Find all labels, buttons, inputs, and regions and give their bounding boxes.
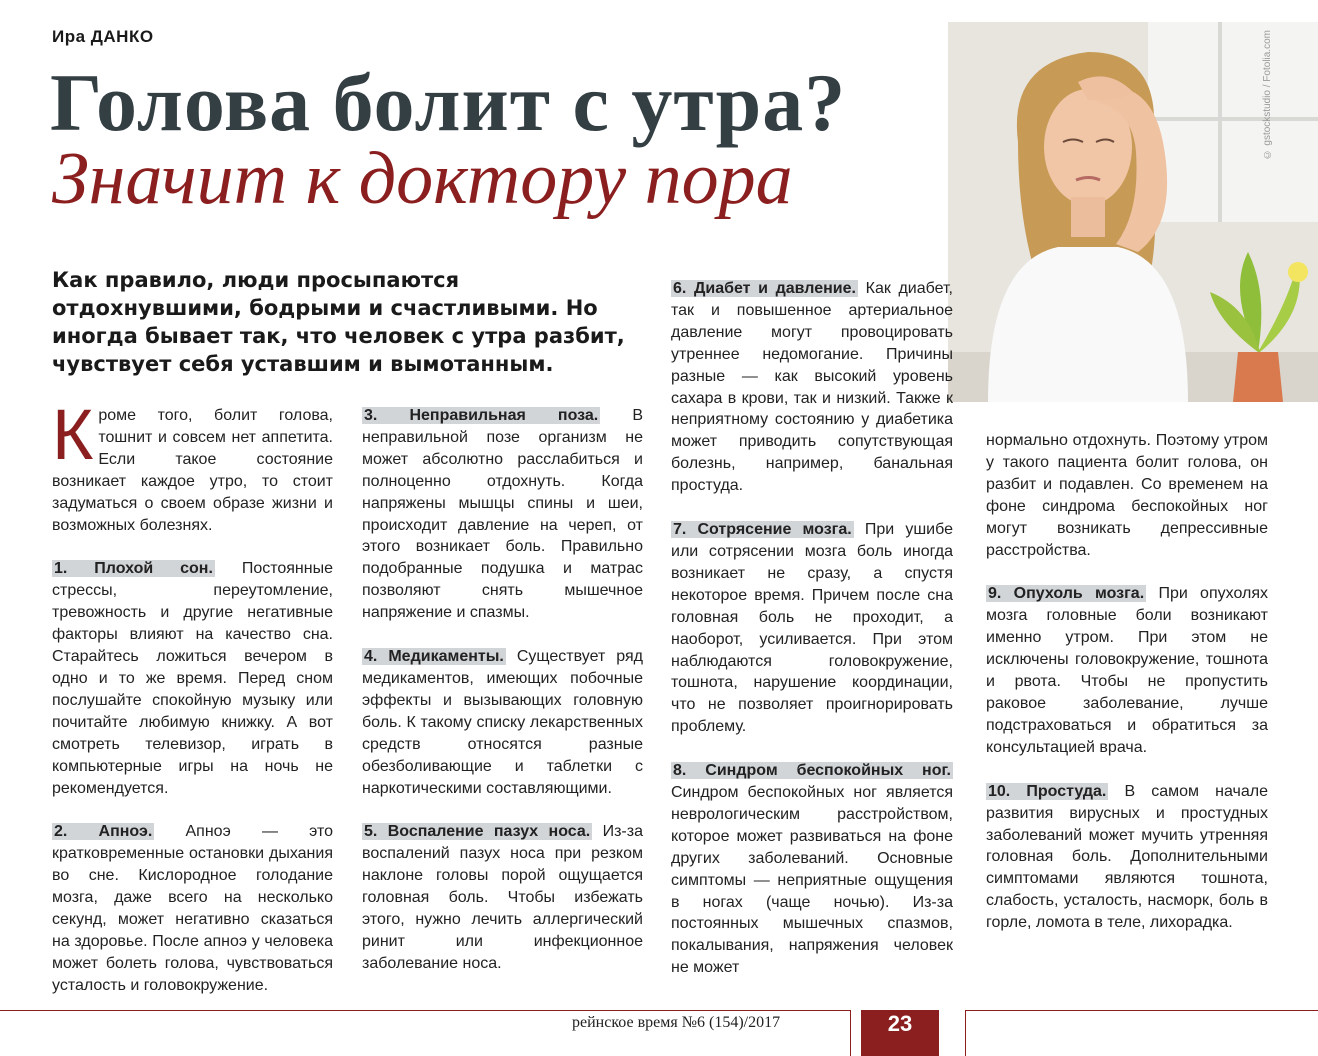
- section-1: [52, 558, 333, 799]
- section-text: Существует ряд медикаментов, имеющих побочные эффекты и вызывающих головную боль. К такому списку лекарственных средств относятся разные обезболивающие и таблетки с наркотическими составляющими.: [362, 648, 643, 797]
- section-9: [986, 583, 1268, 758]
- section-heading: 1. Плохой сон.: [54, 560, 213, 578]
- intro-paragraph: [52, 396, 333, 536]
- column-3: [671, 278, 953, 1001]
- section-6: [671, 278, 953, 497]
- section-text: При опухолях мозга головные боли возникают именно утром. При этом не исключены головокружение, тошнота и рвота. Чтобы не пропустить раковое заболевание, лучше подстраховаться и обратиться за консультацией врача.: [986, 585, 1268, 756]
- section-8-continued: [986, 430, 1268, 561]
- section-text: В самом начале развития вирусных и простудных заболеваний может мучить утренняя головная боль. Дополнительными симптомами являются тошнота, слабость, усталость, насморк, боль в горле, ломота в теле, лихорадка.: [986, 782, 1268, 932]
- section-text: При ушибе или сотрясении мозга боль иногда возникает не сразу, а спустя некоторое время. Причем после сна головная боль не проходит, а наоборот, усиливается. При этом наблюдаются головокружение, тошнота, нарушение координации, что не позволяет проигнорировать проблему.: [671, 521, 953, 736]
- headline: Голова болит с утра?: [50, 57, 847, 148]
- section-text: Из-за воспалений пазух носа при резком наклоне головы порой ощущается головная боль. Чтобы избежать этого, нужно лечить аллергический ринит или инфекционное заболевание носа.: [362, 823, 643, 972]
- page-number: 23: [861, 1010, 939, 1056]
- section-heading: 5. Воспаление пазух носа.: [364, 823, 591, 841]
- section-heading: 3. Неправильная поза.: [364, 407, 599, 424]
- section-4: [362, 646, 643, 799]
- section-text: Постоянные стрессы, переутомление, тревожность и другие негативные факторы влияют на качество сна. Старайтесь ложиться вечером в одно и то же время. Перед сном послушайте спокойную музыку или почитайте любимую книжку. А вот смотреть телевизор, играть в компьютерные игры на ночь не рекомендуется.: [52, 560, 333, 797]
- section-8: [671, 760, 953, 979]
- section-text: нормально отдохнуть. Поэтому утром у такого пациента болит голова, он разбит и подавлен. Со временем на фоне синдрома беспокойных ног могут возникать депрессивные расстройства.: [986, 432, 1268, 559]
- section-text: Как диабет, так и повышенное артериальное давление могут провоцировать утреннее недомогание. Причины разные — как высокий уровень сахара в крови, так и низкий. Также к неприятному состоянию у диабетика может приводить сопутствующая болезнь, например, банальная простуда.: [671, 280, 953, 495]
- section-heading: 6. Диабет и давление.: [673, 280, 856, 297]
- author-byline: Ира ДАНКО: [52, 27, 154, 46]
- section-heading: 7. Сотрясение мозга.: [673, 521, 852, 539]
- column-1: [52, 396, 334, 1019]
- section-3: [362, 405, 643, 624]
- section-7: [671, 519, 953, 738]
- drop-cap: К: [52, 396, 94, 475]
- section-text: Синдром беспокойных ног является неврологическим расстройством, которое может развиваться на фоне других заболеваний. Основные симптомы — неприятные ощущения в ногах (чаще ночью). Из-за постоянных мышечных спазмов, покалывания, напряжения человек не может: [671, 784, 953, 977]
- intro-text: роме того, болит голова, тошнит и совсем нет аппетита. Если такое состояние возникает каждое утро, то стоит задуматься о своем образе жизни и возможных болезнях.: [52, 407, 333, 534]
- section-2: [52, 821, 333, 996]
- section-text: В неправильной позе организм не может абсолютно расслабиться и полноценно отдохнуть. Когда напряжены мышцы спины и шеи, происходит давление на череп, от этого возникает боль. Правильно подобранные подушка и матрас позволяют снять мышечное напряжение и спазмы.: [362, 407, 643, 622]
- lead-paragraph: Как правило, люди просыпаются отдохнувшими, бодрыми и счастливыми. Но иногда бывает так, что человек с утра разбит, чувствует себя уставшим и вымотанным.: [52, 268, 625, 376]
- section-10: [986, 781, 1268, 934]
- footer-rule-left: [0, 1010, 850, 1011]
- section-text: Апноэ — это кратковременные остановки дыхания во сне. Кислородное голодание мозга, даже всего на несколько секунд, может негативно сказаться на здоровье. После апноэ у человека может болеть голова, чувствоваться усталость и головокружение.: [52, 823, 334, 994]
- footer-divider: [965, 1010, 966, 1056]
- section-heading: 9. Опухоль мозга.: [988, 585, 1145, 603]
- section-5: [362, 821, 643, 974]
- photo-credit: © gstockstudio / Fotolia.com: [1262, 30, 1273, 160]
- section-heading: 8. Синдром беспокойных ног.: [673, 762, 951, 780]
- footer-rule-right: [965, 1010, 1318, 1011]
- subheadline: Значит к доктору пора: [52, 138, 793, 220]
- section-heading: 4. Медикаменты.: [364, 648, 504, 666]
- section-heading: 10. Простуда.: [988, 782, 1107, 800]
- column-4: [986, 430, 1268, 956]
- publication-name: рейнское время №6 (154)/2017: [572, 1014, 781, 1031]
- footer-divider: [850, 1010, 851, 1056]
- section-heading: 2. Апноэ.: [54, 823, 153, 841]
- column-2: [362, 405, 643, 997]
